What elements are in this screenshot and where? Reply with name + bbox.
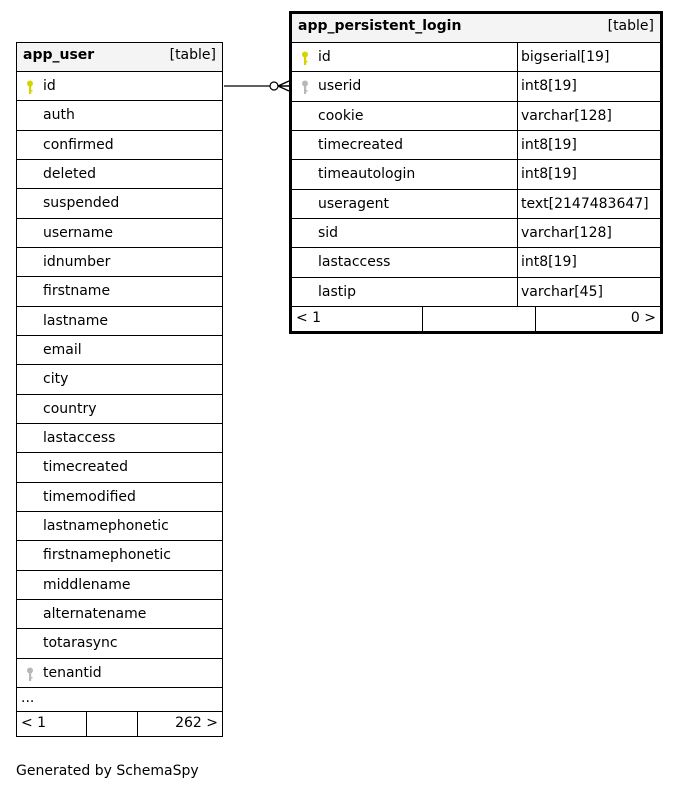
- column-name: idnumber: [43, 253, 111, 270]
- children-count[interactable]: < 1: [21, 714, 47, 731]
- column-name: lastnamephonetic: [43, 517, 169, 534]
- parents-count[interactable]: 0 >: [630, 309, 656, 326]
- column-name: useragent: [318, 195, 389, 212]
- column-name: lastaccess: [318, 254, 391, 271]
- parents-count[interactable]: 262 >: [175, 714, 218, 731]
- generated-by-credit: Generated by SchemaSpy: [16, 763, 199, 779]
- column-name: timecreated: [318, 136, 403, 153]
- column-name: timemodified: [43, 488, 136, 505]
- table-name: app_user: [23, 47, 95, 63]
- column-name: totarasync: [43, 635, 118, 652]
- zero-marker: [270, 82, 278, 90]
- column-name: userid: [318, 78, 362, 95]
- crow-foot-many-marker: [278, 81, 289, 91]
- column-name: alternatename: [43, 605, 147, 622]
- column-type: int8[19]: [521, 166, 577, 183]
- column-name: auth: [43, 107, 75, 124]
- column-name: timeautologin: [318, 166, 416, 183]
- column-name: timecreated: [43, 459, 128, 476]
- column-name: city: [43, 371, 69, 388]
- column-name: id: [43, 78, 56, 94]
- table-kind: [table]: [169, 47, 216, 63]
- column-name: deleted: [43, 165, 96, 182]
- column-name: firstname: [43, 283, 111, 300]
- column-name: country: [43, 400, 97, 417]
- column-type: varchar[45]: [521, 283, 603, 300]
- column-name: sid: [318, 224, 339, 241]
- table-name: app_persistent_login: [298, 18, 462, 34]
- column-type: varchar[128]: [521, 224, 612, 241]
- column-type: bigserial[19]: [521, 49, 610, 65]
- column-name: email: [43, 341, 82, 358]
- column-name: username: [43, 224, 113, 241]
- column-name: id: [318, 49, 331, 65]
- column-name: cookie: [318, 107, 364, 124]
- column-type: int8[19]: [521, 136, 577, 153]
- column-name: lastname: [43, 312, 108, 329]
- children-count[interactable]: < 1: [296, 309, 322, 326]
- column-name: confirmed: [43, 136, 114, 153]
- column-type: int8[19]: [521, 254, 577, 271]
- column-name: firstnamephonetic: [43, 547, 171, 564]
- column-name: middlename: [43, 576, 131, 593]
- column-name: lastaccess: [43, 429, 116, 446]
- column-name: lastip: [318, 283, 357, 300]
- more-text: ...: [21, 689, 35, 706]
- column-type: varchar[128]: [521, 107, 612, 124]
- column-name: suspended: [43, 195, 120, 212]
- table-kind: [table]: [607, 18, 654, 34]
- column-type: text[2147483647]: [521, 195, 649, 212]
- column-type: int8[19]: [521, 78, 577, 95]
- column-name: tenantid: [43, 664, 102, 681]
